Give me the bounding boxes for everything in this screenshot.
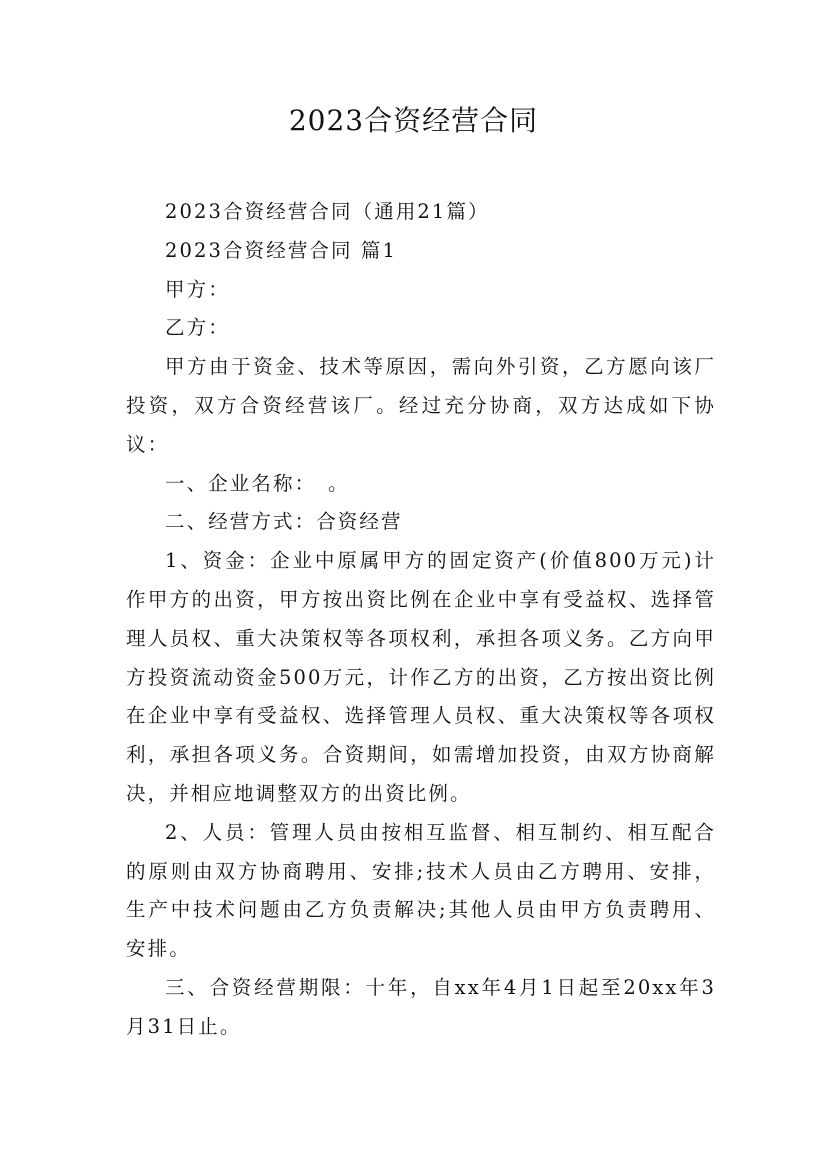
document-title: 2023合资经营合同 [288, 104, 539, 137]
subtitle-paragraph: 2023合资经营合同（通用21篇） [165, 200, 490, 223]
clause-personnel: 2、人员：管理人员由按相互监督、相互制约、相互配合的原则由双方协商聘用、安排;技术人员由乙方聘用、安排，生产中技术问题由乙方负责解决;其他人员由甲方负责聘用、安排。 [126, 820, 716, 961]
clause-operation-mode: 二、经营方式：合资经营 [165, 510, 403, 534]
party-b-line: 乙方： [165, 316, 230, 340]
preamble-paragraph: 甲方由于资金、技术等原因，需向外引资，乙方愿向该厂投资，双方合资经营该厂。经过充分协商，双方达成如下协议： [126, 355, 716, 456]
clause-enterprise-name: 一、企业名称： 。 [165, 471, 350, 495]
section-heading: 2023合资经营合同 篇1 [165, 238, 398, 262]
clause-term: 三、合资经营期限：十年，自xx年4月1日起至20xx年3月31日止。 [126, 975, 716, 1038]
clause-capital: 1、资金：企业中原属甲方的固定资产(价值800万元)计作甲方的出资，甲方按出资比例在企业中享有受益权、选择管理人员权、重大决策权等各项权利，承担各项义务。乙方向甲方投资流动资金500万元，计作乙方的出资，乙方按出资比例在企业中享有受益权、选择管理人员权、重大决策权等各项权利，承担各项义务。合资期间，如需增加投资，由双方协商解决，并相应地调整双方的出资比例。 [126, 549, 716, 805]
document-body [126, 193, 716, 1047]
party-a-line: 甲方： [165, 277, 230, 301]
